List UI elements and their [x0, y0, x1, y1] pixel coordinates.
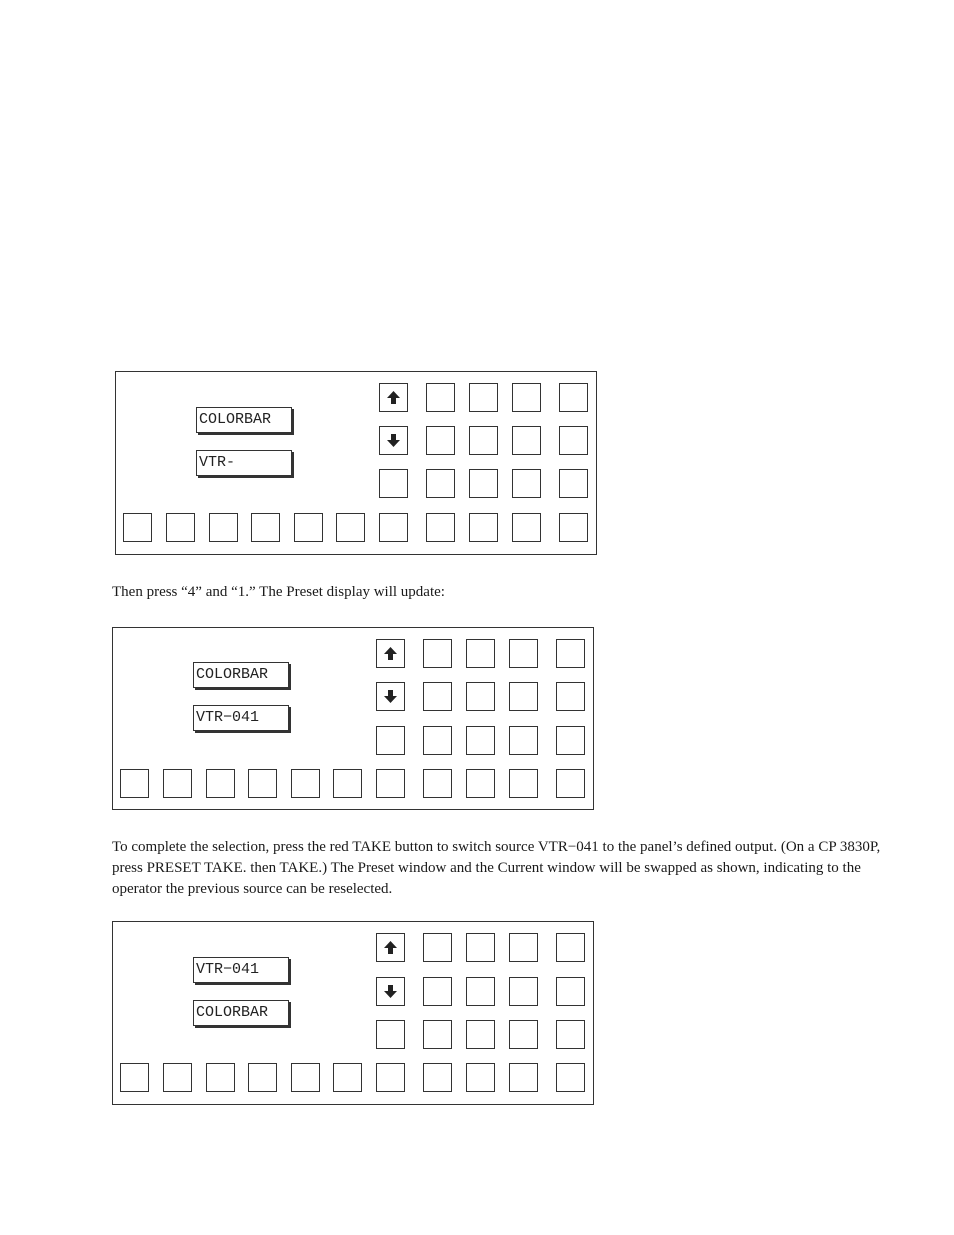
- panel-button[interactable]: [466, 1063, 495, 1092]
- panel-button[interactable]: [556, 769, 585, 798]
- panel-button[interactable]: [291, 769, 320, 798]
- panel-button[interactable]: [120, 769, 149, 798]
- down-arrow-icon: [383, 689, 398, 704]
- panel-button[interactable]: [466, 1020, 495, 1049]
- down-arrow-icon: [383, 984, 398, 999]
- panel-button[interactable]: [423, 1020, 452, 1049]
- panel-button[interactable]: [166, 513, 195, 542]
- panel-button[interactable]: [206, 1063, 235, 1092]
- panel-button[interactable]: [466, 933, 495, 962]
- panel-button[interactable]: [376, 726, 405, 755]
- panel-button[interactable]: [426, 426, 455, 455]
- panel-button[interactable]: [333, 1063, 362, 1092]
- control-panel-1: [115, 371, 597, 555]
- panel-button[interactable]: [336, 513, 365, 542]
- current-window: VTR-: [196, 450, 292, 476]
- panel-button[interactable]: [426, 469, 455, 498]
- panel-button[interactable]: [379, 469, 408, 498]
- panel-button[interactable]: [512, 469, 541, 498]
- panel-button[interactable]: [556, 933, 585, 962]
- panel-button[interactable]: [423, 639, 452, 668]
- control-panel-2: [112, 627, 594, 810]
- current-window: COLORBAR: [193, 1000, 289, 1026]
- up-arrow-icon: [386, 390, 401, 405]
- panel-button[interactable]: [469, 383, 498, 412]
- panel-button[interactable]: [423, 933, 452, 962]
- panel-button[interactable]: [469, 513, 498, 542]
- up-arrow-icon: [383, 646, 398, 661]
- current-window: VTR−041: [193, 705, 289, 731]
- panel-button[interactable]: [248, 1063, 277, 1092]
- panel-button[interactable]: [556, 1063, 585, 1092]
- preset-window: COLORBAR: [196, 407, 292, 433]
- panel-button[interactable]: [379, 513, 408, 542]
- down-arrow-button[interactable]: [376, 977, 405, 1006]
- panel-button[interactable]: [469, 426, 498, 455]
- panel-button[interactable]: [466, 682, 495, 711]
- panel-button[interactable]: [556, 1020, 585, 1049]
- panel-button[interactable]: [512, 513, 541, 542]
- panel-button[interactable]: [556, 977, 585, 1006]
- up-arrow-icon: [383, 940, 398, 955]
- panel-button[interactable]: [123, 513, 152, 542]
- panel-button[interactable]: [509, 977, 538, 1006]
- panel-button[interactable]: [466, 639, 495, 668]
- control-panel-3: [112, 921, 594, 1105]
- panel-button[interactable]: [556, 639, 585, 668]
- panel-button[interactable]: [509, 682, 538, 711]
- down-arrow-button[interactable]: [379, 426, 408, 455]
- panel-button[interactable]: [509, 726, 538, 755]
- instruction-paragraph-2: To complete the selection, press the red TAKE button to switch source VTR−041 to the panel’s defined output. (On a CP 3830P, press PRESET TAKE. then TAKE.) The Preset window and the Current window will be swapped as shown, indicating to the operator the previous source can be reselected.: [112, 839, 881, 897]
- up-arrow-button[interactable]: [376, 933, 405, 962]
- panel-button[interactable]: [206, 769, 235, 798]
- panel-button[interactable]: [294, 513, 323, 542]
- panel-button[interactable]: [466, 977, 495, 1006]
- panel-button[interactable]: [556, 682, 585, 711]
- panel-button[interactable]: [163, 769, 192, 798]
- preset-window: COLORBAR: [193, 662, 289, 688]
- up-arrow-button[interactable]: [376, 639, 405, 668]
- panel-button[interactable]: [376, 1063, 405, 1092]
- panel-button[interactable]: [509, 1020, 538, 1049]
- panel-button[interactable]: [376, 1020, 405, 1049]
- panel-button[interactable]: [423, 769, 452, 798]
- panel-button[interactable]: [509, 769, 538, 798]
- instruction-paragraph-1: Then press “4” and “1.” The Preset display will update:: [112, 584, 445, 600]
- panel-button[interactable]: [466, 726, 495, 755]
- panel-button[interactable]: [248, 769, 277, 798]
- panel-button[interactable]: [423, 1063, 452, 1092]
- down-arrow-icon: [386, 433, 401, 448]
- panel-button[interactable]: [509, 1063, 538, 1092]
- panel-button[interactable]: [509, 639, 538, 668]
- panel-button[interactable]: [120, 1063, 149, 1092]
- panel-button[interactable]: [426, 513, 455, 542]
- panel-button[interactable]: [469, 469, 498, 498]
- panel-button[interactable]: [559, 383, 588, 412]
- panel-button[interactable]: [466, 769, 495, 798]
- panel-button[interactable]: [559, 513, 588, 542]
- panel-button[interactable]: [376, 769, 405, 798]
- panel-button[interactable]: [291, 1063, 320, 1092]
- panel-button[interactable]: [559, 426, 588, 455]
- panel-button[interactable]: [556, 726, 585, 755]
- up-arrow-button[interactable]: [379, 383, 408, 412]
- panel-button[interactable]: [251, 513, 280, 542]
- panel-button[interactable]: [163, 1063, 192, 1092]
- panel-button[interactable]: [423, 682, 452, 711]
- panel-button[interactable]: [509, 933, 538, 962]
- panel-button[interactable]: [426, 383, 455, 412]
- panel-button[interactable]: [423, 726, 452, 755]
- panel-button[interactable]: [333, 769, 362, 798]
- panel-button[interactable]: [512, 426, 541, 455]
- panel-button[interactable]: [423, 977, 452, 1006]
- panel-button[interactable]: [209, 513, 238, 542]
- preset-window: VTR−041: [193, 957, 289, 983]
- panel-button[interactable]: [512, 383, 541, 412]
- down-arrow-button[interactable]: [376, 682, 405, 711]
- panel-button[interactable]: [559, 469, 588, 498]
